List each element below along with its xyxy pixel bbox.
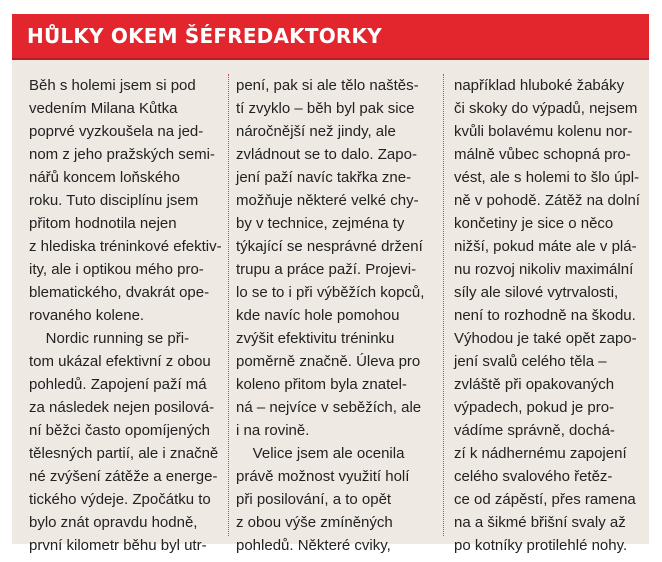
text-line: končetiny je sice o něco: [454, 215, 614, 232]
text-line: možňuje některé velké chy-: [236, 192, 419, 209]
article-title: HŮLKY OKEM ŠÉFREDAKTORKY: [27, 24, 382, 48]
text-line: tom ukázal efektivní z obou: [29, 353, 211, 370]
title-bar: [12, 14, 649, 58]
text-line: zvláště při opakovaných: [454, 376, 615, 393]
text-line: roku. Tuto disciplínu jsem: [29, 192, 199, 209]
text-line: né zvýšení zátěže a energe-: [29, 468, 218, 485]
text-line: vádíme správně, dochá-: [454, 422, 615, 439]
text-line: celého svalového řetěz-: [454, 468, 613, 485]
column-divider: [443, 74, 444, 536]
text-line: pohledů. Zapojení paží má: [29, 376, 207, 393]
text-line: poprvé vyzkoušela na jed-: [29, 123, 204, 140]
text-line: poměrně značně. Úleva pro: [236, 353, 421, 370]
text-line: při posilování, a to opět: [236, 491, 392, 508]
text-line: zvýšit efektivitu tréninku: [236, 330, 395, 347]
text-line: i na rovině.: [236, 422, 310, 439]
text-line: ce od zápěstí, přes ramena: [454, 491, 636, 508]
text-line: z hlediska tréninkové efektiv-: [29, 238, 222, 255]
text-line: či skoky do výpadů, nejsem: [454, 100, 638, 117]
text-line: Nordic running se při-: [29, 330, 190, 347]
text-line: bylo znát opravdu hodně,: [29, 514, 198, 531]
text-line: zvládnout se to dalo. Zapo-: [236, 146, 417, 163]
text-line: lo se to i při výběžích kopců,: [236, 284, 425, 301]
text-column-2: [236, 74, 432, 554]
text-line: Velice jsem ale ocenila: [236, 445, 405, 462]
text-line: tického výdeje. Zpočátku to: [29, 491, 211, 508]
text-line: rovaného kolene.: [29, 307, 145, 324]
article-box: [12, 14, 649, 554]
text-line: jení svalů celého těla –: [454, 353, 607, 370]
text-line: po kotníky protilehlé nohy.: [454, 537, 628, 554]
text-line: za následek nejen posilová-: [29, 399, 215, 416]
text-line: blematického, dvakrát ope-: [29, 284, 210, 301]
text-line: Běh s holemi jsem si pod: [29, 77, 196, 94]
text-line: ní běžci často opomíjených: [29, 422, 210, 439]
text-line: málně vůbec schopná pro-: [454, 146, 631, 163]
title-underline: [12, 58, 649, 60]
text-line: ity, ale i optikou mého pro-: [29, 261, 204, 278]
text-line: týkající se nesprávné držení: [236, 238, 423, 255]
text-line: nářů koncem loňského: [29, 169, 180, 186]
text-line: právě možnost využití holí: [236, 468, 410, 485]
text-line: tí zvyklo – běh byl pak sice: [236, 100, 415, 117]
text-line: zí k nádhernému zapojení: [454, 445, 627, 462]
text-line: například hluboké žabáky: [454, 77, 625, 94]
text-line: z obou výše zmíněných: [236, 514, 393, 531]
text-line: nom z jeho pražských semi-: [29, 146, 215, 163]
text-line: tělesných partií, ale i značně: [29, 445, 219, 462]
text-line: výpadech, pokud je pro-: [454, 399, 615, 416]
column-divider: [228, 74, 229, 536]
text-line: trupu a práce paží. Projevi-: [236, 261, 417, 278]
text-line: pení, pak si ale tělo naštěs-: [236, 77, 419, 94]
text-column-1: [29, 74, 222, 554]
text-line: vedením Milana Kůtka: [29, 100, 178, 117]
text-line: kde navíc hole pomohou: [236, 307, 400, 324]
text-line: kvůli bolavému kolenu nor-: [454, 123, 633, 140]
text-line: Výhodou je také opět zapo-: [454, 330, 637, 347]
text-line: ně v pohodě. Zátěž na dolní: [454, 192, 640, 209]
text-line: koleno přitom byla znatel-: [236, 376, 407, 393]
text-line: by v technice, zejména ty: [236, 215, 405, 232]
text-line: není to rozhodně na škodu.: [454, 307, 636, 324]
text-line: nižší, pokud máte ale v plá-: [454, 238, 637, 255]
text-line: nu rozvoj nikoliv maximální: [454, 261, 634, 278]
text-line: první kilometr běhu byl utr-: [29, 537, 207, 554]
text-line: ná – nejvíce v seběžích, ale: [236, 399, 422, 416]
text-line: pohledů. Některé cviky,: [236, 537, 391, 554]
text-line: vést, ale s holemi to šlo úpl-: [454, 169, 640, 186]
text-line: jení paží navíc takřka zne-: [236, 169, 412, 186]
text-line: síly ale silové vytrvalosti,: [454, 284, 619, 301]
text-line: náročnější než jindy, ale: [236, 123, 396, 140]
text-line: přitom hodnotila nejen: [29, 215, 177, 232]
text-line: na a šikmé břišní svaly až: [454, 514, 626, 531]
text-column-3: [454, 74, 644, 554]
